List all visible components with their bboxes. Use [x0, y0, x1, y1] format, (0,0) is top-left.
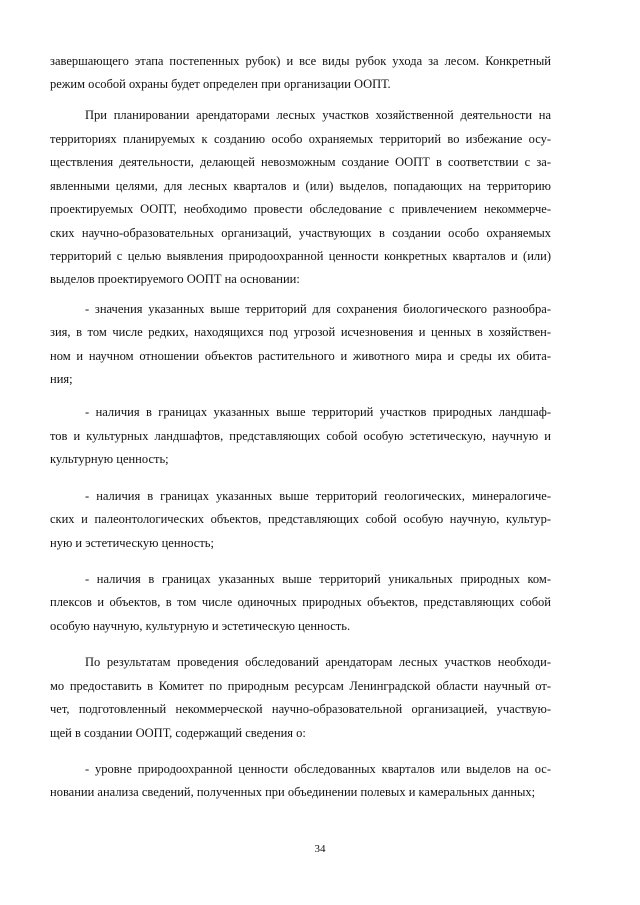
- text-line: По результатам проведения обследований арендаторам лесных участков необходи-: [85, 655, 551, 669]
- text-line: щей в создании ООПТ, содержащий сведения о:: [50, 726, 306, 740]
- text-line: ную и эстетическую ценность;: [50, 536, 214, 550]
- text-line: ских научно-образовательных организаций, участвующих в создании особо охраняемых: [50, 226, 551, 240]
- text-line: ских и палеонтологических объектов, представляющих собой особую научную, культур-: [50, 512, 551, 526]
- text-line: мо предоставить в Комитет по природным ресурсам Ленинградской области научный от-: [50, 679, 551, 693]
- text-line: При планировании арендаторами лесных участков хозяйственной деятельности на: [85, 108, 551, 122]
- text-line: культурную ценность;: [50, 452, 169, 466]
- text-line: завершающего этапа постепенных рубок) и все виды рубок ухода за лесом. Конкретный: [50, 54, 551, 68]
- page-number: 34: [314, 843, 326, 855]
- text-line: особую научную, культурную и эстетическую ценность.: [50, 619, 351, 633]
- text-line: явленными целями, для лесных кварталов и (или) выделов, попадающих на территорию: [50, 179, 551, 193]
- text-line: ния;: [50, 372, 73, 386]
- text-line: тов и культурных ландшафтов, представляющих собой особую эстетическую, научную и: [50, 429, 551, 443]
- text-line: - наличия в границах указанных выше территорий уникальных природных ком-: [85, 572, 551, 586]
- text-line: ществления деятельности, делающей невозможным создание ООПТ в соответствии с за-: [50, 155, 551, 169]
- text-line: - наличия в границах указанных выше территорий участков природных ландшаф-: [85, 405, 551, 419]
- text-line: ном и научном отношении объектов растительного и животного мира и среды их обита-: [50, 349, 551, 363]
- text-line: новании анализа сведений, полученных при объединении полевых и камеральных данных;: [50, 785, 536, 799]
- text-line: проектируемых ООПТ, необходимо провести обследование с привлечением некоммерче-: [50, 202, 551, 216]
- text-line: режим особой охраны будет определен при организации ООПТ.: [50, 77, 391, 91]
- text-line: зия, в том числе редких, находящихся под угрозой исчезновения и ценных в хозяйствен-: [50, 325, 551, 339]
- text-line: чет, подготовленный некоммерческой научно-образовательной организацией, участвую-: [50, 702, 551, 716]
- text-line: - уровне природоохранной ценности обследованных кварталов или выделов на ос-: [85, 762, 551, 776]
- text-line: территориях планируемых к созданию особо охраняемых территорий во избежание осу-: [50, 132, 551, 146]
- text-line: плексов и объектов, в том числе одиночных природных объектов, представляющих собой: [50, 595, 551, 609]
- text-line: выделов проектируемого ООПТ на основании:: [50, 272, 300, 286]
- text-line: территорий с целью выявления природоохранной ценности конкретных кварталов и (или): [50, 249, 551, 263]
- text-line: - наличия в границах указанных выше территорий геологических, минералогиче-: [85, 489, 551, 503]
- text-line: - значения указанных выше территорий для сохранения биологического разнообра-: [85, 302, 551, 316]
